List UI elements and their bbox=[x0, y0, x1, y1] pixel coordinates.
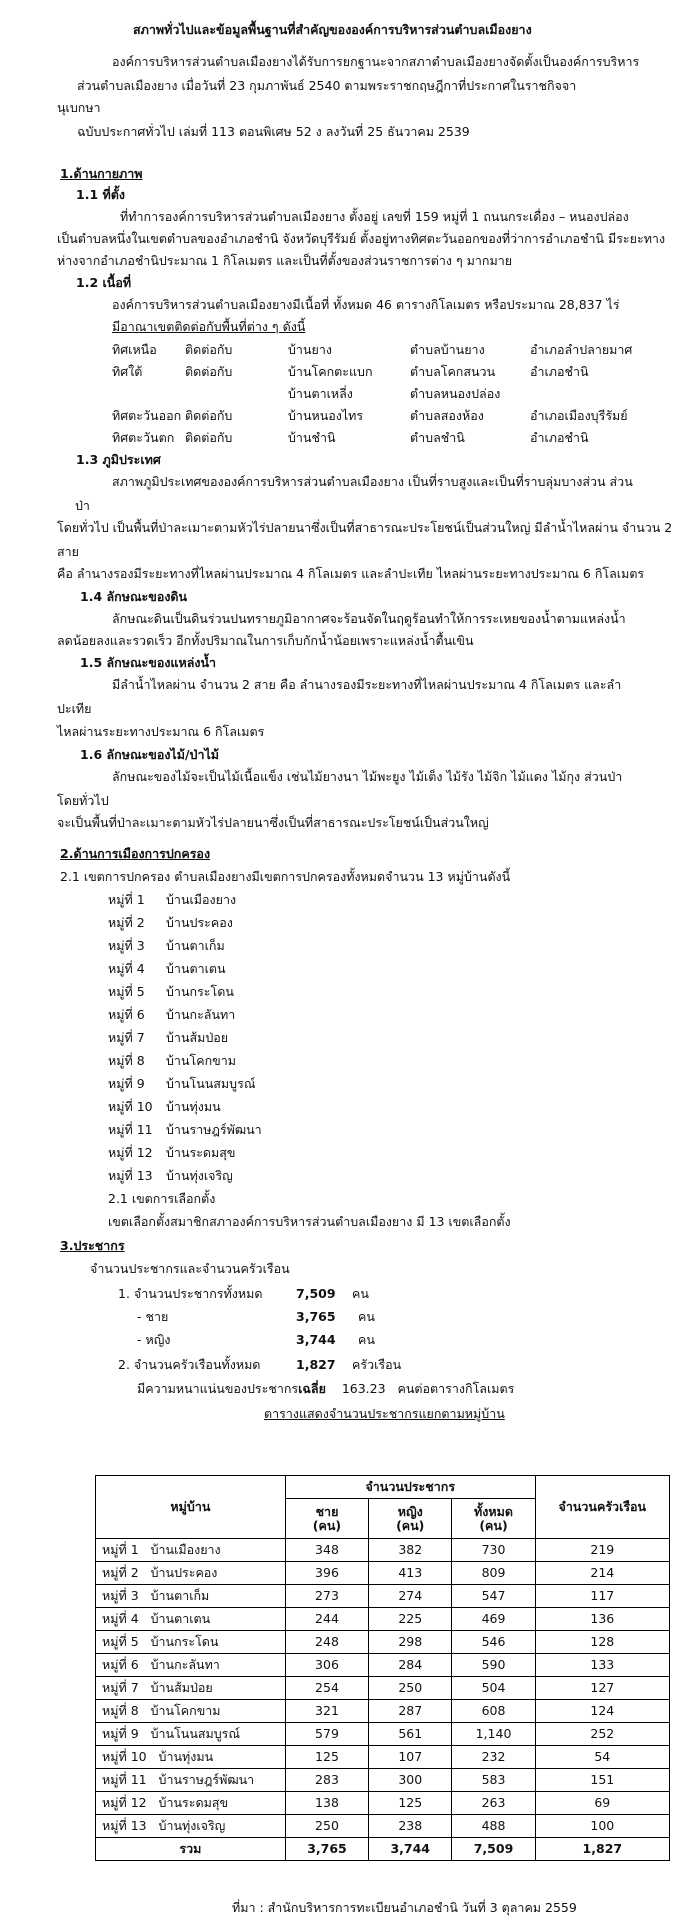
section-1-4-heading: 1.4 ลักษณะของดิน bbox=[80, 589, 188, 604]
cell-households: 117 bbox=[535, 1585, 669, 1608]
household-value: 1,827 bbox=[296, 1357, 336, 1372]
table-row bbox=[96, 1631, 670, 1654]
cell-households: 136 bbox=[535, 1608, 669, 1631]
cell-female: 298 bbox=[369, 1631, 452, 1654]
section-1-2-heading: 1.2 เนื้อที่ bbox=[76, 275, 132, 290]
density-line bbox=[137, 1381, 514, 1397]
source-note: ที่มา : สำนักบริหารการทะเบียนอำเภอชำนิ วันที่ 3 ตุลาคม 2559 bbox=[232, 1900, 577, 1915]
cell-village bbox=[96, 1562, 286, 1585]
cell-households: 100 bbox=[535, 1815, 669, 1838]
cell-village-name: บ้านกระโดน bbox=[150, 1634, 219, 1649]
village-name: บ้านราษฎร์พัฒนา bbox=[166, 1122, 262, 1137]
header-male bbox=[285, 1499, 368, 1539]
s11-line-1: ที่ทำการองค์การบริหารส่วนตำบลเมืองยาง ตั้งอยู่ เลขที่ 159 หมู่ที่ 1 ถนนกระเดื่อง – หนองปล่อง bbox=[120, 209, 629, 224]
border-adjoin: ติดต่อกับ bbox=[185, 408, 233, 423]
intro-line-1: องค์การบริหารส่วนตำบลเมืองยางได้รับการยกฐานะจากสภาตำบลเมืองยางจัดตั้งเป็นองค์การบริหาร bbox=[112, 54, 640, 69]
border-subdistrict: ตำบลหนองปล่อง bbox=[410, 386, 501, 401]
cell-households: 69 bbox=[535, 1792, 669, 1815]
table-row bbox=[96, 1723, 670, 1746]
female-unit: คน bbox=[358, 1332, 375, 1347]
village-name: บ้านทุ่งเจริญ bbox=[166, 1168, 233, 1183]
cell-total: 590 bbox=[452, 1654, 535, 1677]
total-households: 1,827 bbox=[535, 1838, 669, 1861]
male-unit: คน bbox=[358, 1309, 375, 1324]
s13-line-1: สภาพภูมิประเทศขององค์การบริหารส่วนตำบลเมืองยาง เป็นที่ราบสูงและเป็นที่ราบลุ่มบางส่วน ส่วน bbox=[112, 474, 633, 489]
village-name: บ้านกระโดน bbox=[166, 984, 234, 999]
cell-female: 300 bbox=[369, 1769, 452, 1792]
section-1-6-heading: 1.6 ลักษณะของไม้/ป่าไม้ bbox=[80, 747, 220, 762]
cell-households: 214 bbox=[535, 1562, 669, 1585]
cell-female: 250 bbox=[369, 1677, 452, 1700]
female-label: - หญิง bbox=[137, 1332, 171, 1347]
border-adjoin: ติดต่อกับ bbox=[185, 342, 233, 357]
village-name: บ้านโคกขาม bbox=[166, 1053, 236, 1068]
table-row bbox=[96, 1677, 670, 1700]
table-total-row bbox=[96, 1838, 670, 1861]
village-no: หมู่ที่ 8 bbox=[108, 1053, 145, 1068]
cell-village bbox=[96, 1608, 286, 1631]
border-subdistrict: ตำบลสองห้อง bbox=[410, 408, 484, 423]
cell-female: 413 bbox=[369, 1562, 452, 1585]
cell-village-no: หมู่ที่ 7 bbox=[102, 1680, 139, 1695]
cell-male: 138 bbox=[285, 1792, 368, 1815]
border-direction: ทิศใต้ bbox=[112, 364, 143, 379]
cell-village bbox=[96, 1723, 286, 1746]
cell-village-no: หมู่ที่ 3 bbox=[102, 1588, 139, 1603]
cell-male: 321 bbox=[285, 1700, 368, 1723]
table-row bbox=[96, 1792, 670, 1815]
header-total bbox=[452, 1499, 535, 1539]
cell-total: 547 bbox=[452, 1585, 535, 1608]
table-row bbox=[96, 1562, 670, 1585]
table-row bbox=[96, 1815, 670, 1838]
cell-village bbox=[96, 1769, 286, 1792]
cell-male: 250 bbox=[285, 1815, 368, 1838]
village-no: หมู่ที่ 4 bbox=[108, 961, 145, 976]
cell-female: 274 bbox=[369, 1585, 452, 1608]
section-1-5-heading: 1.5 ลักษณะของแหล่งน้ำ bbox=[80, 655, 217, 670]
cell-village-no: หมู่ที่ 8 bbox=[102, 1703, 139, 1718]
s11-line-3: ห่างจากอำเภอชำนิประมาณ 1 กิโลเมตร และเป็นที่ตั้งของส่วนราชการต่าง ๆ มากมาย bbox=[57, 253, 513, 268]
village-name: บ้านตาเตน bbox=[166, 961, 226, 976]
cell-village-name: บ้านโคกขาม bbox=[150, 1703, 221, 1718]
density-unit: คนต่อตารางกิโลเมตร bbox=[397, 1381, 515, 1396]
cell-male: 254 bbox=[285, 1677, 368, 1700]
density-label: มีความหนาแน่นของประชากร bbox=[137, 1381, 299, 1396]
s14-line-2: ลดน้อยลงและรวดเร็ว อีกทั้งปริมาณในการเก็บกักน้ำน้อยเพราะแหล่งน้ำตื้นเขิน bbox=[57, 633, 474, 648]
total-male: 3,765 bbox=[285, 1838, 368, 1861]
s14-line-1: ลักษณะดินเป็นดินร่วนปนทรายภูมิอากาศจะร้อนจัดในฤดูร้อนทำให้การระเหยของน้ำตามแหล่งน้ำ bbox=[112, 611, 626, 626]
border-village: บ้านหนองไทร bbox=[288, 408, 364, 423]
header-village: หมู่บ้าน bbox=[96, 1476, 286, 1539]
female-value: 3,744 bbox=[296, 1332, 336, 1347]
total-population: 7,509 bbox=[452, 1838, 535, 1861]
header-population: จำนวนประชากร bbox=[285, 1476, 535, 1499]
total-label: รวม bbox=[96, 1838, 286, 1861]
s13-line-5: คือ ลำนางรองมีระยะทางที่ไหลผ่านประมาณ 4 กิโลเมตร และลำปะเทีย ไหลผ่านระยะทางประมาณ 6 กิโลเมตร bbox=[57, 566, 645, 581]
section-1-heading: 1.ด้านกายภาพ bbox=[60, 166, 143, 181]
cell-male: 348 bbox=[285, 1539, 368, 1562]
s15-line-3: ไหลผ่านระยะทางประมาณ 6 กิโลเมตร bbox=[57, 724, 265, 739]
cell-households: 54 bbox=[535, 1746, 669, 1769]
cell-households: 128 bbox=[535, 1631, 669, 1654]
table-row bbox=[96, 1746, 670, 1769]
header-unit: (คน) bbox=[396, 1517, 425, 1533]
header-total-label: ทั้งหมด bbox=[474, 1503, 513, 1519]
s12-sub: มีอาณาเขตติดต่อกับพื้นที่ต่าง ๆ ดังนี้ bbox=[112, 319, 306, 334]
pop-total-unit: คน bbox=[352, 1286, 369, 1301]
household-label: 2. จำนวนครัวเรือนทั้งหมด bbox=[118, 1357, 261, 1372]
election-heading: 2.1 เขตการเลือกตั้ง bbox=[108, 1191, 216, 1206]
s15-line-2: ปะเทีย bbox=[57, 701, 92, 716]
section-1-1-heading: 1.1 ที่ตั้ง bbox=[76, 187, 125, 202]
cell-female: 284 bbox=[369, 1654, 452, 1677]
village-no: หมู่ที่ 1 bbox=[108, 892, 145, 907]
cell-village bbox=[96, 1792, 286, 1815]
s13-line-2: ป่า bbox=[75, 498, 90, 513]
cell-male: 306 bbox=[285, 1654, 368, 1677]
village-name: บ้านเมืองยาง bbox=[166, 892, 237, 907]
cell-total: 1,140 bbox=[452, 1723, 535, 1746]
cell-village-no: หมู่ที่ 11 bbox=[102, 1772, 147, 1787]
cell-village-no: หมู่ที่ 1 bbox=[102, 1542, 139, 1557]
pop-total-label: 1. จำนวนประชากรทั้งหมด bbox=[118, 1286, 263, 1301]
table-row bbox=[96, 1769, 670, 1792]
table-row bbox=[96, 1608, 670, 1631]
cell-households: 219 bbox=[535, 1539, 669, 1562]
s16-line-3: จะเป็นพื้นที่ป่าละเมาะตามหัวไร่ปลายนาซึ่งเป็นที่สาธารณะประโยชน์เป็นส่วนใหญ่ bbox=[57, 815, 489, 830]
cell-male: 396 bbox=[285, 1562, 368, 1585]
border-subdistrict: ตำบลโคกสนวน bbox=[410, 364, 496, 379]
village-no: หมู่ที่ 7 bbox=[108, 1030, 145, 1045]
s2-intro: 2.1 เขตการปกครอง ตำบลเมืองยางมีเขตการปกครองทั้งหมดจำนวน 13 หมู่บ้านดังนี้ bbox=[60, 869, 511, 884]
cell-village bbox=[96, 1746, 286, 1769]
cell-village-name: บ้านราษฎร์พัฒนา bbox=[158, 1772, 255, 1787]
border-district: อำเภอชำนิ bbox=[530, 364, 589, 379]
border-district: อำเภอลำปลายมาศ bbox=[530, 342, 633, 357]
cell-village-no: หมู่ที่ 2 bbox=[102, 1565, 139, 1580]
male-label: - ชาย bbox=[137, 1309, 169, 1324]
cell-male: 283 bbox=[285, 1769, 368, 1792]
s16-line-1: ลักษณะของไม้จะเป็นไม้เนื้อแข็ง เช่นไม้ยางนา ไม้พะยูง ไม้เต็ง ไม้รัง ไม้จิก ไม้แดง ไม้กุง ส่วนป่า bbox=[112, 769, 623, 784]
cell-village bbox=[96, 1677, 286, 1700]
border-adjoin: ติดต่อกับ bbox=[185, 430, 233, 445]
village-no: หมู่ที่ 2 bbox=[108, 915, 145, 930]
cell-village-name: บ้านกะลันทา bbox=[150, 1657, 220, 1672]
cell-households: 127 bbox=[535, 1677, 669, 1700]
cell-village bbox=[96, 1700, 286, 1723]
intro-line-2: ส่วนตำบลเมืองยาง เมื่อวันที่ 23 กุมภาพันธ์ 2540 ตามพระราชกฤษฎีกาที่ประกาศในราชกิจจา bbox=[77, 78, 577, 93]
cell-total: 232 bbox=[452, 1746, 535, 1769]
cell-village-name: บ้านตาเตน bbox=[150, 1611, 211, 1626]
intro-line-3: นุเบกษา bbox=[57, 100, 101, 115]
header-female bbox=[369, 1499, 452, 1539]
cell-total: 809 bbox=[452, 1562, 535, 1585]
cell-total: 469 bbox=[452, 1608, 535, 1631]
table-row bbox=[96, 1654, 670, 1677]
village-name: บ้านโนนสมบูรณ์ bbox=[166, 1076, 256, 1091]
cell-village-name: บ้านระดมสุข bbox=[158, 1795, 228, 1810]
cell-village-name: บ้านเมืองยาง bbox=[150, 1542, 221, 1557]
s3-intro: จำนวนประชากรและจำนวนครัวเรือน bbox=[90, 1261, 290, 1276]
cell-households: 252 bbox=[535, 1723, 669, 1746]
page-title: สภาพทั่วไปและข้อมูลพื้นฐานที่สำคัญขององค์การบริหารส่วนตำบลเมืองยาง bbox=[133, 22, 532, 37]
cell-male: 244 bbox=[285, 1608, 368, 1631]
border-village: บ้านยาง bbox=[288, 342, 332, 357]
s11-line-2: เป็นตำบลหนึ่งในเขตตำบลของอำเภอชำนิ จังหวัดบุรีรัมย์ ตั้งอยู่ทางทิศตะวันออกของที่ว่าการอำเภอชำนิ มีระยะทาง bbox=[57, 231, 666, 246]
total-female: 3,744 bbox=[369, 1838, 452, 1861]
cell-male: 579 bbox=[285, 1723, 368, 1746]
cell-total: 546 bbox=[452, 1631, 535, 1654]
village-no: หมู่ที่ 5 bbox=[108, 984, 145, 999]
cell-female: 287 bbox=[369, 1700, 452, 1723]
section-1-3-heading: 1.3 ภูมิประเทศ bbox=[76, 452, 161, 467]
cell-female: 382 bbox=[369, 1539, 452, 1562]
cell-households: 133 bbox=[535, 1654, 669, 1677]
table-row bbox=[96, 1585, 670, 1608]
border-direction: ทิศตะวันตก bbox=[112, 430, 175, 445]
cell-village bbox=[96, 1539, 286, 1562]
cell-total: 488 bbox=[452, 1815, 535, 1838]
section-3-heading: 3.ประชากร bbox=[60, 1238, 125, 1253]
density-average: เฉลี่ย bbox=[298, 1381, 326, 1396]
cell-village bbox=[96, 1654, 286, 1677]
cell-total: 730 bbox=[452, 1539, 535, 1562]
cell-male: 248 bbox=[285, 1631, 368, 1654]
intro-line-4: ฉบับประกาศทั่วไป เล่มที่ 113 ตอนพิเศษ 52 ง ลงวันที่ 25 ธันวาคม 2539 bbox=[77, 124, 470, 139]
density-value: 163.23 bbox=[341, 1381, 386, 1396]
cell-village-no: หมู่ที่ 13 bbox=[102, 1818, 147, 1833]
village-no: หมู่ที่ 9 bbox=[108, 1076, 145, 1091]
border-district: อำเภอเมืองบุรีรัมย์ bbox=[530, 408, 628, 423]
table-row bbox=[96, 1700, 670, 1723]
header-unit: (คน) bbox=[312, 1517, 342, 1533]
border-village: บ้านตาเหลี่ง bbox=[288, 386, 353, 401]
border-subdistrict: ตำบลชำนิ bbox=[410, 430, 465, 445]
border-village: บ้านชำนิ bbox=[288, 430, 336, 445]
population-table bbox=[95, 1475, 670, 1861]
header-male-label: ชาย bbox=[315, 1503, 339, 1519]
cell-village-name: บ้านประคอง bbox=[150, 1565, 218, 1580]
election-line: เขตเลือกตั้งสมาชิกสภาองค์การบริหารส่วนตำบลเมืองยาง มี 13 เขตเลือกตั้ง bbox=[108, 1214, 511, 1229]
cell-households: 151 bbox=[535, 1769, 669, 1792]
village-name: บ้านส้มป่อย bbox=[166, 1030, 229, 1045]
cell-total: 583 bbox=[452, 1769, 535, 1792]
cell-female: 107 bbox=[369, 1746, 452, 1769]
village-name: บ้านตาเก็ม bbox=[166, 938, 225, 953]
cell-village-name: บ้านตาเก็ม bbox=[150, 1588, 210, 1603]
cell-village-no: หมู่ที่ 9 bbox=[102, 1726, 139, 1741]
male-value: 3,765 bbox=[296, 1309, 336, 1324]
cell-female: 225 bbox=[369, 1608, 452, 1631]
cell-female: 125 bbox=[369, 1792, 452, 1815]
cell-village-name: บ้านทุ่งเจริญ bbox=[158, 1818, 226, 1833]
cell-village-name: บ้านส้มป่อย bbox=[150, 1680, 213, 1695]
header-households: จำนวนครัวเรือน bbox=[535, 1476, 669, 1539]
village-no: หมู่ที่ 11 bbox=[108, 1122, 153, 1137]
border-subdistrict: ตำบลบ้านยาง bbox=[410, 342, 485, 357]
cell-village bbox=[96, 1815, 286, 1838]
section-2-heading: 2.ด้านการเมืองการปกครอง bbox=[60, 846, 211, 861]
village-name: บ้านกะลันทา bbox=[166, 1007, 236, 1022]
village-name: บ้านทุ่งมน bbox=[166, 1099, 221, 1114]
cell-village-no: หมู่ที่ 10 bbox=[102, 1749, 147, 1764]
cell-total: 608 bbox=[452, 1700, 535, 1723]
header-unit: (คน) bbox=[479, 1517, 508, 1533]
cell-village-no: หมู่ที่ 12 bbox=[102, 1795, 147, 1810]
s13-line-4: สาย bbox=[57, 544, 79, 559]
cell-village-no: หมู่ที่ 6 bbox=[102, 1657, 139, 1672]
village-no: หมู่ที่ 10 bbox=[108, 1099, 153, 1114]
village-no: หมู่ที่ 12 bbox=[108, 1145, 153, 1160]
s15-line-1: มีลำน้ำไหลผ่าน จำนวน 2 สาย คือ ลำนางรองมีระยะทางที่ไหลผ่านประมาณ 4 กิโลเมตร และลำ bbox=[112, 677, 622, 692]
border-direction: ทิศเหนือ bbox=[112, 342, 157, 357]
cell-village-name: บ้านโนนสมบูรณ์ bbox=[150, 1726, 240, 1741]
cell-households: 124 bbox=[535, 1700, 669, 1723]
village-no: หมู่ที่ 13 bbox=[108, 1168, 153, 1183]
cell-female: 238 bbox=[369, 1815, 452, 1838]
s16-line-2: โดยทั่วไป bbox=[57, 793, 109, 808]
cell-total: 504 bbox=[452, 1677, 535, 1700]
household-unit: ครัวเรือน bbox=[352, 1357, 402, 1372]
cell-male: 273 bbox=[285, 1585, 368, 1608]
cell-village-no: หมู่ที่ 5 bbox=[102, 1634, 139, 1649]
s13-line-3: โดยทั่วไป เป็นพื้นที่ป่าละเมาะตามหัวไร่ปลายนาซึ่งเป็นที่สาธารณะประโยชน์เป็นส่วนใหญ่ มีลำน้ำไหลผ่าน จำนวน 2 bbox=[57, 520, 673, 535]
cell-village-no: หมู่ที่ 4 bbox=[102, 1611, 139, 1626]
cell-village bbox=[96, 1585, 286, 1608]
cell-total: 263 bbox=[452, 1792, 535, 1815]
cell-female: 561 bbox=[369, 1723, 452, 1746]
village-no: หมู่ที่ 6 bbox=[108, 1007, 145, 1022]
s12-line: องค์การบริหารส่วนตำบลเมืองยางมีเนื้อที่ ทั้งหมด 46 ตารางกิโลเมตร หรือประมาณ 28,837 ไร่ bbox=[112, 297, 620, 312]
village-name: บ้านประคอง bbox=[166, 915, 233, 930]
header-female-label: หญิง bbox=[397, 1503, 423, 1519]
border-direction: ทิศตะวันออก bbox=[112, 408, 182, 423]
village-no: หมู่ที่ 3 bbox=[108, 938, 145, 953]
table-title: ตารางแสดงจำนวนประชากรแยกตามหมู่บ้าน bbox=[264, 1406, 505, 1421]
border-district: อำเภอชำนิ bbox=[530, 430, 589, 445]
pop-total-value: 7,509 bbox=[296, 1286, 336, 1301]
table-row bbox=[96, 1539, 670, 1562]
border-village: บ้านโคกตะแบก bbox=[288, 364, 373, 379]
cell-village-name: บ้านทุ่งมน bbox=[158, 1749, 214, 1764]
cell-village bbox=[96, 1631, 286, 1654]
cell-male: 125 bbox=[285, 1746, 368, 1769]
village-name: บ้านระดมสุข bbox=[166, 1145, 236, 1160]
border-adjoin: ติดต่อกับ bbox=[185, 364, 233, 379]
